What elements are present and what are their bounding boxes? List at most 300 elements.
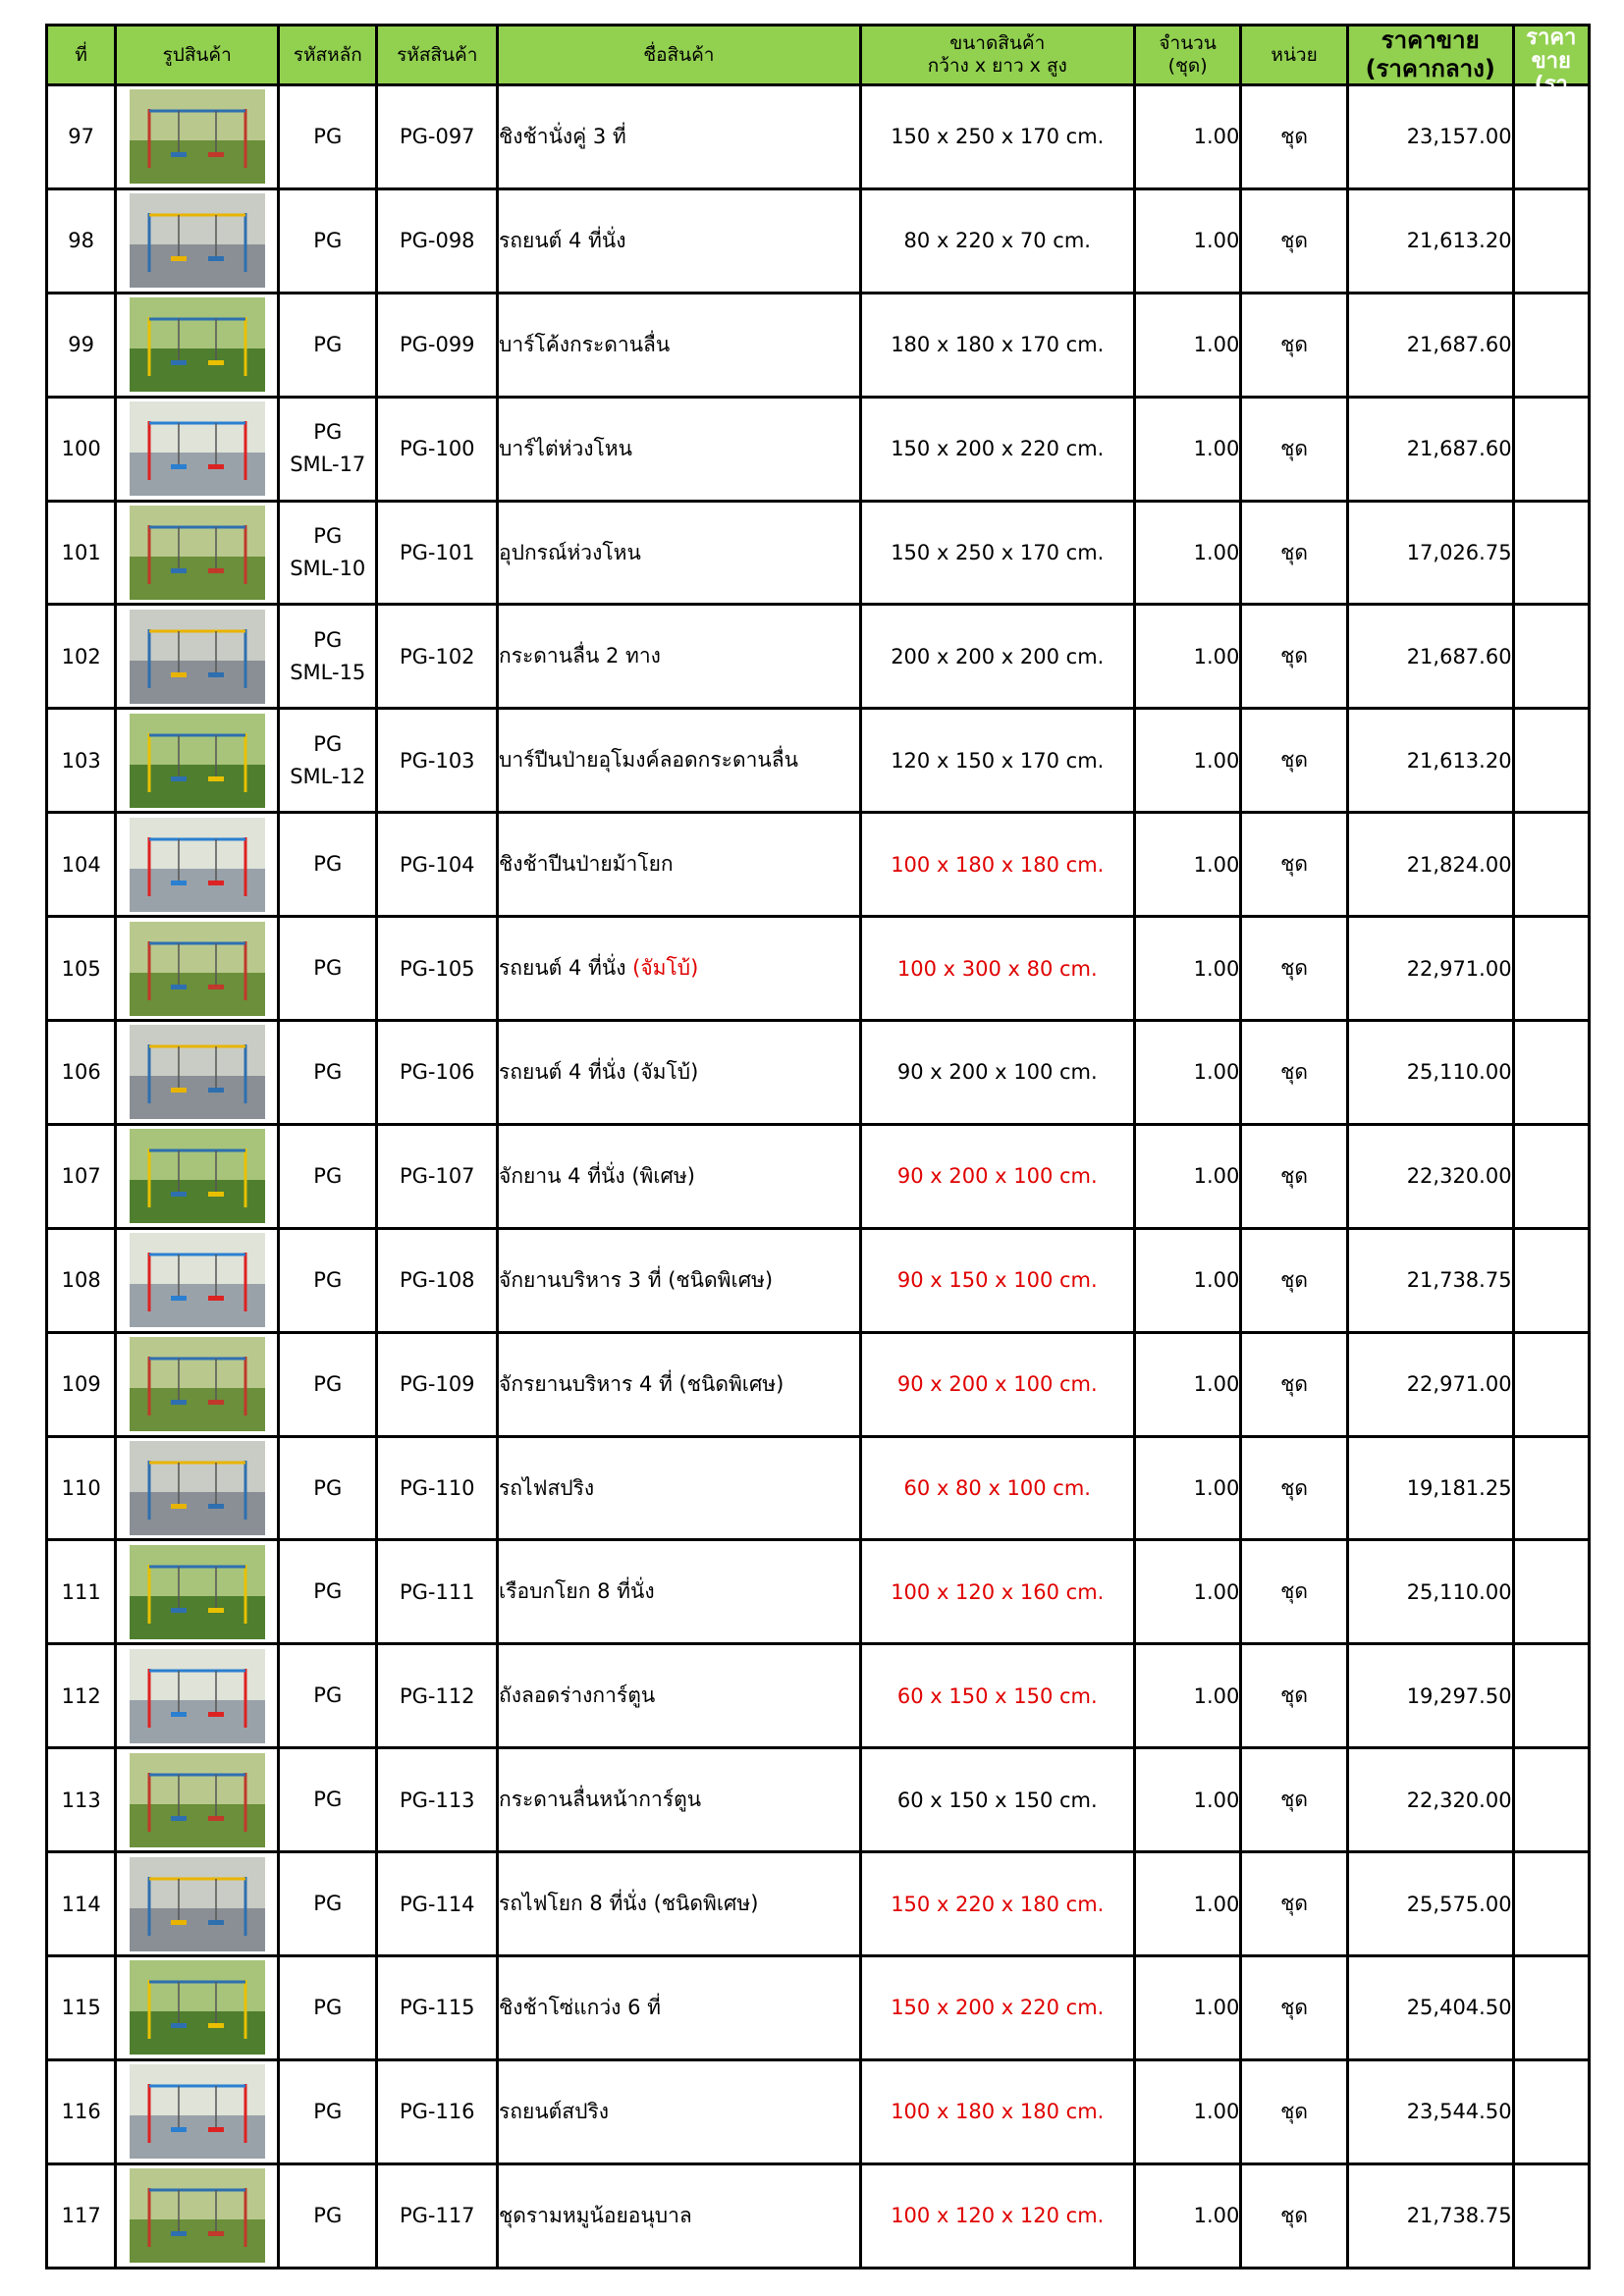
quantity: 1.00 [1134,1852,1240,1956]
product-name-text: เรือบกโยก 8 ที่นั่ง [499,1579,655,1604]
table-row [47,2163,1590,2268]
product-name-text: รถยนต์ 4 ที่นั่ง (จัมโบ้) [499,1059,699,1084]
climbing-bar-photo [130,401,265,496]
row-no: 112 [47,1644,116,1748]
header-price-line1: ราคาขาย [1380,27,1480,54]
header-photo: รูปสินค้า [116,26,279,85]
product-code: PG-105 [377,917,498,1021]
header-product-code: รหัสสินค้า [377,26,498,85]
product-name-highlight: (จัมโบ้) [632,956,699,981]
unit: ชุด [1241,1540,1347,1644]
unit: ชุด [1241,605,1347,709]
main-code-part: PG [313,228,343,252]
tunnel-slide-photo [130,714,265,808]
unit: ชุด [1241,1956,1347,2060]
table-row [47,1228,1590,1332]
quantity: 1.00 [1134,2059,1240,2163]
extra-price [1513,917,1589,1021]
product-name [498,1852,861,1956]
quantity: 1.00 [1134,917,1240,1021]
price: 21,738.75 [1347,1228,1513,1332]
product-size: 150 x 200 x 220 cm. [860,397,1134,501]
product-name [498,1644,861,1748]
spring-car-photo [130,2064,265,2159]
exercise-bike-4-photo [130,1337,265,1431]
product-name-text: ชิงช้านั่งคู่ 3 ที่ [499,124,626,148]
product-name [498,1540,861,1644]
product-name-text: ชิงช้าโซ่แกว่ง 6 ที่ [499,1995,661,2019]
unit: ชุด [1241,709,1347,813]
unit: ชุด [1241,1332,1347,1436]
main-code [279,1644,377,1748]
price: 21,613.20 [1347,709,1513,813]
unit: ชุด [1241,293,1347,397]
row-no: 101 [47,501,116,605]
main-code [279,1436,377,1540]
unit: ชุด [1241,1228,1347,1332]
extra-price [1513,397,1589,501]
unit: ชุด [1241,188,1347,293]
four-seat-car-photo [130,193,265,288]
main-code-part: PG [313,1788,343,1812]
product-name-text: รถไฟสปริง [499,1475,595,1500]
extra-price [1513,709,1589,813]
product-name-text: จักยานบริหาร 3 ที่ (ชนิดพิเศษ) [499,1267,774,1292]
main-code-part: PG [313,124,343,148]
main-code [279,709,377,813]
product-code: PG-103 [377,709,498,813]
rocking-train-photo [130,1857,265,1951]
main-code-part: SML-10 [290,557,366,580]
extra-price [1513,1436,1589,1540]
quantity: 1.00 [1134,813,1240,917]
row-no: 105 [47,917,116,1021]
product-code: PG-100 [377,397,498,501]
unit: ชุด [1241,1436,1347,1540]
extra-price [1513,1124,1589,1228]
table-row [47,1436,1590,1540]
main-code-part: PG [313,731,343,756]
extra-price [1513,1956,1589,2060]
table-row [47,917,1590,1021]
product-size: 120 x 150 x 170 cm. [860,709,1134,813]
main-code-part: SML-15 [290,660,366,684]
product-name-text: รถยนต์ 4 ที่นั่ง [499,228,626,252]
main-code [279,1540,377,1644]
header-main-code: รหัสหลัก [279,26,377,85]
quantity: 1.00 [1134,1644,1240,1748]
row-no: 113 [47,1748,116,1852]
row-no: 114 [47,1852,116,1956]
photo-cell [116,709,279,813]
quantity: 1.00 [1134,1748,1240,1852]
photo-cell [116,1644,279,1748]
product-name-text: ชุดรามหมูน้อยอนุบาล [499,2203,692,2227]
main-code [279,188,377,293]
product-name [498,397,861,501]
product-size: 100 x 120 x 160 cm. [860,1540,1134,1644]
main-code [279,605,377,709]
table-row [47,1956,1590,2060]
jumbo-car-photo [130,922,265,1016]
header-qty-line2: (ชุด) [1167,55,1208,77]
row-no: 116 [47,2059,116,2163]
main-code [279,1332,377,1436]
row-no: 104 [47,813,116,917]
product-name [498,1956,861,2060]
product-size: 60 x 80 x 100 cm. [860,1436,1134,1540]
quantity: 1.00 [1134,2163,1240,2268]
price-table [45,24,1591,2269]
price: 22,971.00 [1347,1332,1513,1436]
quantity: 1.00 [1134,1436,1240,1540]
main-code-part: PG [313,1892,343,1916]
product-code: PG-107 [377,1124,498,1228]
header-extra-line1: ราคา [1526,26,1577,50]
unit: ชุด [1241,1124,1347,1228]
photo-cell [116,2059,279,2163]
price: 23,157.00 [1347,85,1513,189]
price: 21,687.60 [1347,397,1513,501]
product-name [498,85,861,189]
extra-price [1513,293,1589,397]
row-no: 109 [47,1332,116,1436]
header-extra [1513,26,1589,97]
header-price-line2: (ราคากลาง) [1365,55,1495,82]
row-no: 108 [47,1228,116,1332]
product-size: 60 x 150 x 150 cm. [860,1748,1134,1852]
table-row [47,1852,1590,1956]
main-code-part: PG [313,1163,343,1188]
product-code: PG-111 [377,1540,498,1644]
quantity: 1.00 [1134,188,1240,293]
photo-cell [116,1228,279,1332]
rocking-boat-photo [130,1545,265,1639]
product-code: PG-098 [377,188,498,293]
product-code: PG-108 [377,1228,498,1332]
main-code-part: PG [313,956,343,981]
product-name [498,1021,861,1125]
photo-cell [116,813,279,917]
product-name [498,1436,861,1540]
price: 22,320.00 [1347,1748,1513,1852]
photo-cell [116,1852,279,1956]
product-code: PG-112 [377,1644,498,1748]
main-code [279,2163,377,2268]
product-name-text: กระดานลื่นหน้าการ์ตูน [499,1788,702,1812]
photo-cell [116,188,279,293]
unit: ชุด [1241,2059,1347,2163]
product-name-text: รถยนต์สปริง [499,2099,609,2123]
price: 25,404.50 [1347,1956,1513,2060]
product-name [498,1124,861,1228]
main-code-part: PG [313,1995,343,2019]
main-code [279,917,377,1021]
product-name [498,917,861,1021]
main-code-part: PG [313,2203,343,2227]
price: 25,110.00 [1347,1540,1513,1644]
product-name-text: ชิงช้าปีนป่ายม้าโยก [499,852,674,877]
unit: ชุด [1241,1021,1347,1125]
photo-cell [116,1956,279,2060]
photo-cell [116,293,279,397]
product-name-text: บาร์ปีนป่ายอุโมงค์ลอดกระดานลื่น [499,748,798,773]
product-name [498,188,861,293]
product-name-text: รถไฟโยก 8 ที่นั่ง (ชนิดพิเศษ) [499,1892,759,1916]
product-code: PG-114 [377,1852,498,1956]
unit: ชุด [1241,85,1347,189]
table-row [47,1540,1590,1644]
table-row [47,1332,1590,1436]
header-size [860,26,1134,85]
quantity: 1.00 [1134,85,1240,189]
main-code-part: PG [313,1371,343,1396]
product-code: PG-099 [377,293,498,397]
extra-price [1513,188,1589,293]
extra-price [1513,1852,1589,1956]
extra-price [1513,1748,1589,1852]
price: 17,026.75 [1347,501,1513,605]
product-name-text: จักรยานบริหาร 4 ที่ (ชนิดพิเศษ) [499,1371,785,1396]
main-code [279,1956,377,2060]
extra-price [1513,1332,1589,1436]
product-name [498,1748,861,1852]
unit: ชุด [1241,501,1347,605]
photo-cell [116,1748,279,1852]
product-size: 100 x 120 x 120 cm. [860,2163,1134,2268]
main-code-part: PG [313,852,343,877]
quantity: 1.00 [1134,1332,1240,1436]
quantity: 1.00 [1134,709,1240,813]
price: 21,687.60 [1347,605,1513,709]
photo-cell [116,605,279,709]
table-row [47,188,1590,293]
table-header-row [47,26,1590,85]
price: 21,738.75 [1347,2163,1513,2268]
exercise-bike-3-photo [130,1233,265,1327]
product-size: 100 x 300 x 80 cm. [860,917,1134,1021]
main-code [279,293,377,397]
product-size: 90 x 200 x 100 cm. [860,1332,1134,1436]
main-code-part: PG [313,1059,343,1084]
header-name: ชื่อสินค้า [498,26,861,85]
quantity: 1.00 [1134,605,1240,709]
unit: ชุด [1241,1748,1347,1852]
product-name-text: อุปกรณ์ห่วงโหน [499,540,641,564]
kindergarten-set-photo [130,2168,265,2263]
product-name-text: บาร์โค้งกระดานลื่น [499,332,671,356]
main-code [279,501,377,605]
row-no: 100 [47,397,116,501]
header-extra-line3: (รา [1534,73,1568,97]
extra-price [1513,1540,1589,1644]
header-qty-line1: จำนวน [1159,32,1217,54]
product-size: 90 x 200 x 100 cm. [860,1021,1134,1125]
row-no: 98 [47,188,116,293]
extra-price [1513,1228,1589,1332]
header-size-line1: ขนาดสินค้า [949,32,1046,54]
product-code: PG-109 [377,1332,498,1436]
product-code: PG-117 [377,2163,498,2268]
main-code-part: PG [313,1267,343,1292]
table-row [47,501,1590,605]
photo-cell [116,917,279,1021]
product-name [498,293,861,397]
product-code: PG-113 [377,1748,498,1852]
main-code [279,1021,377,1125]
row-no: 99 [47,293,116,397]
main-code [279,1748,377,1852]
header-no: ที่ [47,26,116,85]
product-size: 90 x 200 x 100 cm. [860,1124,1134,1228]
price: 25,110.00 [1347,1021,1513,1125]
product-size: 150 x 250 x 170 cm. [860,501,1134,605]
main-code-part: PG [313,2099,343,2123]
table-row [47,397,1590,501]
photo-cell [116,501,279,605]
product-size: 200 x 200 x 200 cm. [860,605,1134,709]
main-code-part: PG [313,420,343,445]
row-no: 102 [47,605,116,709]
main-code [279,2059,377,2163]
swing-set-photo [130,89,265,184]
product-size: 150 x 250 x 170 cm. [860,85,1134,189]
chain-swing-photo [130,1960,265,2055]
table-row [47,293,1590,397]
product-code: PG-104 [377,813,498,917]
extra-price [1513,501,1589,605]
extra-price [1513,2163,1589,2268]
main-code-part: PG [313,627,343,652]
main-code-part: PG [313,1475,343,1500]
table-row [47,1124,1590,1228]
quantity: 1.00 [1134,1540,1240,1644]
price: 22,320.00 [1347,1124,1513,1228]
header-extra-line2: ขาย [1531,49,1571,74]
photo-cell [116,397,279,501]
cartoon-slide-photo [130,1753,265,1847]
extra-price [1513,813,1589,917]
climbing-rocker-photo [130,818,265,912]
product-code: PG-116 [377,2059,498,2163]
row-no: 110 [47,1436,116,1540]
product-name [498,813,861,917]
main-code [279,1124,377,1228]
extra-price [1513,1644,1589,1748]
quantity: 1.00 [1134,501,1240,605]
header-qty [1134,26,1240,85]
table-row [47,1021,1590,1125]
photo-cell [116,1540,279,1644]
product-size: 150 x 200 x 220 cm. [860,1956,1134,2060]
price: 21,824.00 [1347,813,1513,917]
product-code: PG-106 [377,1021,498,1125]
row-no: 106 [47,1021,116,1125]
quantity: 1.00 [1134,1124,1240,1228]
main-code [279,85,377,189]
unit: ชุด [1241,1852,1347,1956]
product-code: PG-115 [377,1956,498,2060]
cartoon-tunnel-photo [130,1649,265,1743]
product-code: PG-097 [377,85,498,189]
product-name [498,1332,861,1436]
spring-train-photo [130,1441,265,1535]
main-code [279,1852,377,1956]
product-name-text: รถยนต์ 4 ที่นั่ง [499,956,633,981]
main-code [279,1228,377,1332]
header-size-line2: กว้าง x ยาว x สูง [927,55,1067,77]
product-size: 60 x 150 x 150 cm. [860,1644,1134,1748]
header-price [1347,26,1513,85]
main-code-part: SML-17 [290,453,366,477]
photo-cell [116,2163,279,2268]
header-unit: หน่วย [1241,26,1347,85]
unit: ชุด [1241,917,1347,1021]
product-name [498,2059,861,2163]
product-name-text: จักยาน 4 ที่นั่ง (พิเศษ) [499,1163,695,1188]
product-size: 100 x 180 x 180 cm. [860,813,1134,917]
product-name [498,709,861,813]
table-row [47,85,1590,189]
main-code [279,813,377,917]
extra-price [1513,85,1589,189]
product-size: 150 x 220 x 180 cm. [860,1852,1134,1956]
price: 19,181.25 [1347,1436,1513,1540]
product-size: 100 x 180 x 180 cm. [860,2059,1134,2163]
product-name [498,1228,861,1332]
product-name [498,605,861,709]
product-size: 90 x 150 x 100 cm. [860,1228,1134,1332]
quantity: 1.00 [1134,1228,1240,1332]
quantity: 1.00 [1134,1956,1240,2060]
product-size: 180 x 180 x 170 cm. [860,293,1134,397]
row-no: 97 [47,85,116,189]
table-row [47,1748,1590,1852]
quantity: 1.00 [1134,293,1240,397]
product-code: PG-101 [377,501,498,605]
table-row [47,709,1590,813]
unit: ชุด [1241,1644,1347,1748]
extra-price [1513,2059,1589,2163]
main-code-part: PG [313,1683,343,1708]
row-no: 115 [47,1956,116,2060]
main-code-part: SML-12 [290,764,366,788]
product-code: PG-110 [377,1436,498,1540]
arch-bar-slide-photo [130,297,265,392]
main-code-part: PG [313,524,343,548]
main-code-part: PG [313,1579,343,1604]
price: 23,544.50 [1347,2059,1513,2163]
price: 21,687.60 [1347,293,1513,397]
main-code-part: PG [313,332,343,356]
product-name-text: กระดานลื่น 2 ทาง [499,644,661,668]
product-name-text: บาร์ไต่ห่วงโหน [499,436,632,460]
extra-price [1513,605,1589,709]
product-code: PG-102 [377,605,498,709]
hanging-rings-photo [130,506,265,600]
table-row [47,2059,1590,2163]
row-no: 107 [47,1124,116,1228]
photo-cell [116,1436,279,1540]
price: 22,971.00 [1347,917,1513,1021]
row-no: 111 [47,1540,116,1644]
quantity: 1.00 [1134,397,1240,501]
double-slide-photo [130,610,265,704]
row-no: 117 [47,2163,116,2268]
unit: ชุด [1241,2163,1347,2268]
row-no: 103 [47,709,116,813]
product-name [498,2163,861,2268]
